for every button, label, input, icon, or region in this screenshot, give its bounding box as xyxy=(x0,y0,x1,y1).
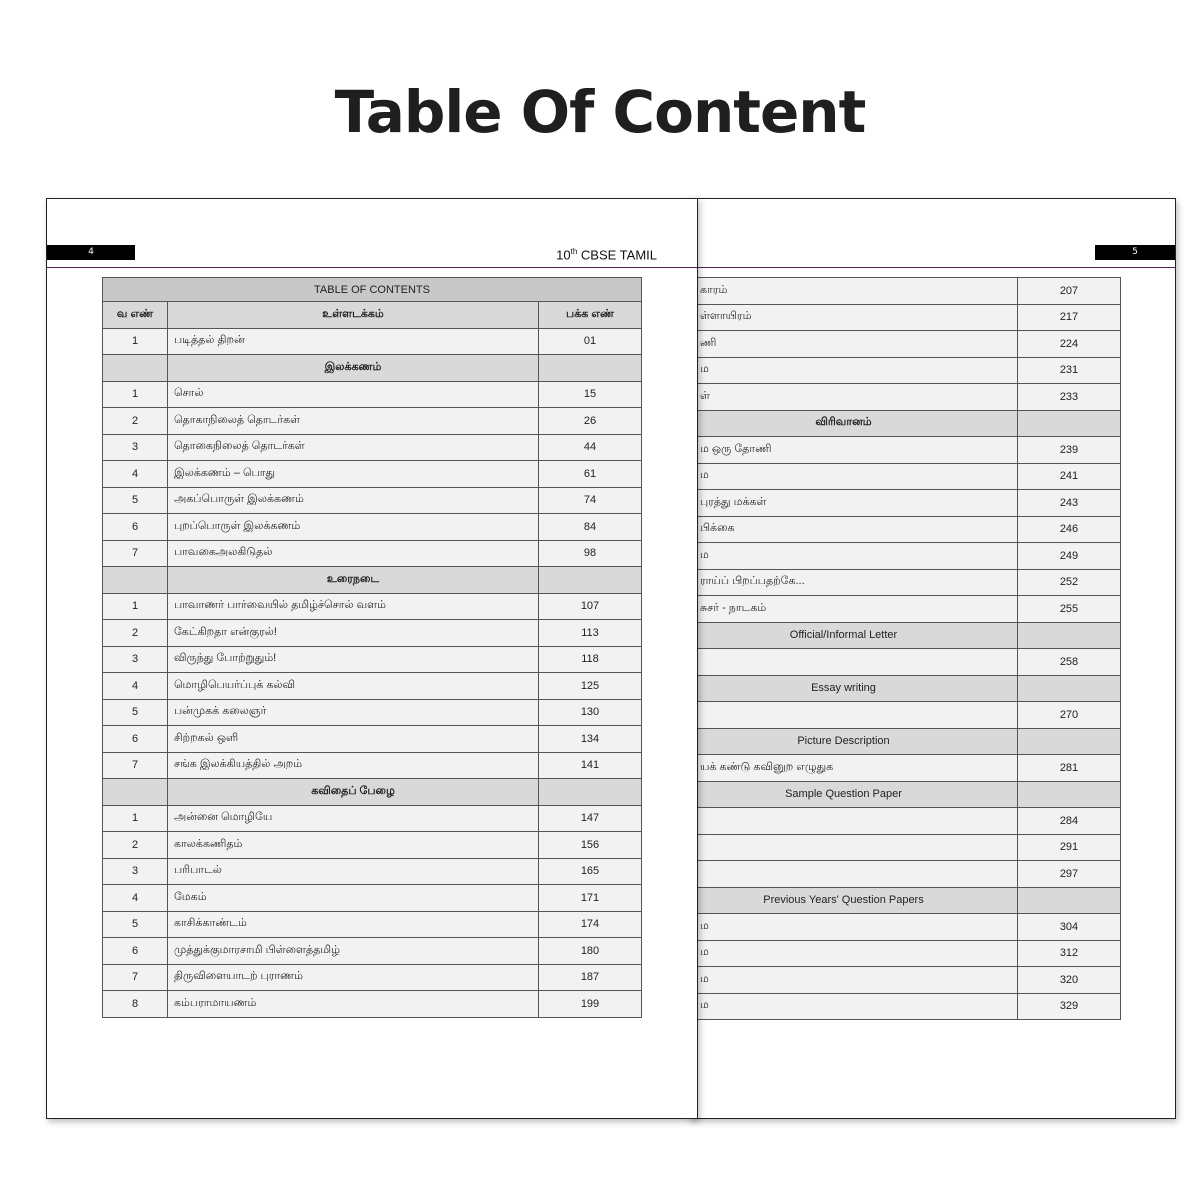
toc-row xyxy=(103,805,642,832)
toc-item-number: 5 xyxy=(103,699,168,726)
toc-item-title: தொகைநிலைத் தொடர்கள் xyxy=(168,434,539,461)
toc-item-title: கேட்கிறதா என்குரல்! xyxy=(168,620,539,647)
toc-item-title: பிக்கை xyxy=(688,516,1018,543)
toc-item-page: 147 xyxy=(539,805,642,832)
toc-row xyxy=(688,543,1121,570)
toc-item-page: 249 xyxy=(1018,543,1121,570)
toc-item-page: 243 xyxy=(1018,490,1121,517)
header-rule xyxy=(47,267,697,268)
toc-item-title: சுசர் - நாடகம் xyxy=(688,596,1018,623)
toc-item-title: ம xyxy=(688,967,1018,994)
toc-row xyxy=(103,434,642,461)
toc-item-page: 199 xyxy=(539,991,642,1018)
toc-item-title: மொழிபெயர்ப்புக் கல்வி xyxy=(168,673,539,700)
toc-section-title: கவிதைப் பேழை xyxy=(168,779,539,806)
toc-table xyxy=(102,277,642,1018)
toc-item-page: 130 xyxy=(539,699,642,726)
toc-item-page: 224 xyxy=(1018,331,1121,358)
toc-row xyxy=(688,808,1121,835)
toc-row xyxy=(103,832,642,859)
toc-item-title xyxy=(688,861,1018,888)
toc-section-title: Picture Description xyxy=(688,728,1018,755)
toc-row xyxy=(688,384,1121,411)
toc-item-page: 207 xyxy=(1018,278,1121,305)
toc-item-title: பன்முகக் கலைஞர் xyxy=(168,699,539,726)
toc-cell-empty xyxy=(103,779,168,806)
toc-item-page: 312 xyxy=(1018,940,1121,967)
toc-item-title: முத்துக்குமாரசாமி பிள்ளைத்தமிழ் xyxy=(168,938,539,965)
toc-item-number: 1 xyxy=(103,328,168,355)
toc-cell-empty xyxy=(1018,887,1121,914)
toc-item-number: 4 xyxy=(103,885,168,912)
toc-cell-empty xyxy=(1018,728,1121,755)
toc-row xyxy=(103,381,642,408)
page-heading: Table Of Content xyxy=(334,78,866,146)
toc-row xyxy=(688,967,1121,994)
toc-item-page: 61 xyxy=(539,461,642,488)
toc-row xyxy=(688,940,1121,967)
toc-row xyxy=(103,540,642,567)
toc-section-title: இலக்கணம் xyxy=(168,355,539,382)
toc-item-title: பரிபாடல் xyxy=(168,858,539,885)
toc-item-title: இலக்கணம் – பொது xyxy=(168,461,539,488)
toc-item-number: 6 xyxy=(103,514,168,541)
toc-cell-empty xyxy=(1018,622,1121,649)
toc-item-title: ராய்ப் பிறப்பதற்கே... xyxy=(688,569,1018,596)
toc-row xyxy=(103,858,642,885)
toc-item-title: விருந்து போற்றுதும்! xyxy=(168,646,539,673)
page-number-badge: 5 xyxy=(1095,245,1175,260)
toc-item-number: 6 xyxy=(103,726,168,753)
toc-row xyxy=(688,861,1121,888)
toc-section-title: Official/Informal Letter xyxy=(688,622,1018,649)
toc-item-title xyxy=(688,808,1018,835)
toc-item-page: 174 xyxy=(539,911,642,938)
toc-item-page: 231 xyxy=(1018,357,1121,384)
toc-section-title: விரிவானம் xyxy=(688,410,1018,437)
toc-item-number: 1 xyxy=(103,381,168,408)
toc-item-page: 291 xyxy=(1018,834,1121,861)
toc-item-title: அன்னை மொழியே xyxy=(168,805,539,832)
toc-item-title: ம xyxy=(688,357,1018,384)
toc-item-title: ள் xyxy=(688,384,1018,411)
toc-item-title: படித்தல் திறன் xyxy=(168,328,539,355)
toc-row xyxy=(103,514,642,541)
toc-item-title: சிற்றகல் ஒளி xyxy=(168,726,539,753)
toc-item-page: 141 xyxy=(539,752,642,779)
toc-item-page: 180 xyxy=(539,938,642,965)
toc-item-number: 2 xyxy=(103,832,168,859)
toc-row xyxy=(688,993,1121,1020)
header-grade-suffix: th xyxy=(570,247,578,256)
col-header-page: பக்க எண் xyxy=(539,302,642,329)
toc-item-page: 304 xyxy=(1018,914,1121,941)
toc-row xyxy=(103,911,642,938)
toc-item-title: அகப்பொருள் இலக்கணம் xyxy=(168,487,539,514)
toc-cell-empty xyxy=(1018,410,1121,437)
toc-section-row xyxy=(688,728,1121,755)
toc-row xyxy=(688,649,1121,676)
toc-row xyxy=(688,490,1121,517)
toc-item-title: யக் கண்டு கவினுற எழுதுக xyxy=(688,755,1018,782)
toc-item-page: 113 xyxy=(539,620,642,647)
toc-row xyxy=(103,646,642,673)
toc-row xyxy=(688,437,1121,464)
toc-item-title: காசிக்காண்டம் xyxy=(168,911,539,938)
toc-row xyxy=(103,620,642,647)
toc-item-page: 118 xyxy=(539,646,642,673)
toc-cell-empty xyxy=(103,567,168,594)
toc-item-number: 4 xyxy=(103,461,168,488)
toc-row xyxy=(103,991,642,1018)
toc-cell-empty xyxy=(539,779,642,806)
toc-item-title: காரம் xyxy=(688,278,1018,305)
toc-item-page: 284 xyxy=(1018,808,1121,835)
book-page-right xyxy=(688,198,1176,1119)
running-header xyxy=(556,247,657,262)
col-header-title: உள்ளடக்கம் xyxy=(168,302,539,329)
toc-item-title: பாவகைஅலகிடுதல் xyxy=(168,540,539,567)
book-page-left xyxy=(46,198,698,1119)
toc-item-page: 329 xyxy=(1018,993,1121,1020)
toc-item-page: 320 xyxy=(1018,967,1121,994)
toc-item-page: 15 xyxy=(539,381,642,408)
toc-item-title: திருவிளையாடற் புராணம் xyxy=(168,964,539,991)
toc-row xyxy=(688,304,1121,331)
toc-row xyxy=(688,569,1121,596)
toc-row xyxy=(688,702,1121,729)
toc-item-page: 241 xyxy=(1018,463,1121,490)
toc-row xyxy=(103,593,642,620)
toc-section-row xyxy=(688,781,1121,808)
toc-section-row xyxy=(103,567,642,594)
toc-row xyxy=(688,516,1121,543)
toc-item-title: ம ஒரு தோணி xyxy=(688,437,1018,464)
toc-item-title: ள்ளாயிரம் xyxy=(688,304,1018,331)
page-number-badge: 4 xyxy=(47,245,135,260)
toc-item-number: 3 xyxy=(103,646,168,673)
header-rule xyxy=(689,267,1175,268)
toc-item-page: 134 xyxy=(539,726,642,753)
toc-item-page: 281 xyxy=(1018,755,1121,782)
toc-row xyxy=(688,755,1121,782)
col-header-no: வ எண் xyxy=(103,302,168,329)
toc-item-title: கம்பராமாயணம் xyxy=(168,991,539,1018)
toc-item-page: 107 xyxy=(539,593,642,620)
toc-section-row xyxy=(688,410,1121,437)
toc-section-title: Previous Years' Question Papers xyxy=(688,887,1018,914)
toc-item-number: 7 xyxy=(103,752,168,779)
toc-table-continued xyxy=(688,277,1121,1020)
toc-item-title: ம xyxy=(688,993,1018,1020)
toc-item-title: ம xyxy=(688,914,1018,941)
toc-item-title: பாவாணர் பார்வையில் தமிழ்ச்சொல் வளம் xyxy=(168,593,539,620)
toc-section-row xyxy=(103,779,642,806)
toc-item-page: 233 xyxy=(1018,384,1121,411)
toc-item-page: 171 xyxy=(539,885,642,912)
toc-row xyxy=(103,938,642,965)
toc-item-title: சொல் xyxy=(168,381,539,408)
toc-item-page: 26 xyxy=(539,408,642,435)
toc-item-number: 1 xyxy=(103,593,168,620)
toc-item-number: 2 xyxy=(103,408,168,435)
toc-item-page: 258 xyxy=(1018,649,1121,676)
toc-item-title: சங்க இலக்கியத்தில் அறம் xyxy=(168,752,539,779)
toc-section-row xyxy=(688,622,1121,649)
toc-item-page: 270 xyxy=(1018,702,1121,729)
toc-section-row xyxy=(103,355,642,382)
toc-row xyxy=(103,487,642,514)
toc-row xyxy=(688,834,1121,861)
toc-row xyxy=(103,408,642,435)
toc-item-title: தொகாநிலைத் தொடர்கள் xyxy=(168,408,539,435)
toc-item-page: 44 xyxy=(539,434,642,461)
toc-section-row xyxy=(688,675,1121,702)
toc-item-page: 98 xyxy=(539,540,642,567)
toc-item-number: 3 xyxy=(103,434,168,461)
toc-item-page: 217 xyxy=(1018,304,1121,331)
toc-item-number: 1 xyxy=(103,805,168,832)
toc-title-row xyxy=(103,278,642,302)
toc-cell-empty xyxy=(1018,781,1121,808)
toc-row xyxy=(688,914,1121,941)
toc-title: TABLE OF CONTENTS xyxy=(103,278,642,302)
toc-cell-empty xyxy=(103,355,168,382)
toc-item-page: 239 xyxy=(1018,437,1121,464)
toc-row xyxy=(103,964,642,991)
toc-item-number: 6 xyxy=(103,938,168,965)
toc-item-number: 5 xyxy=(103,487,168,514)
toc-item-title: ம xyxy=(688,463,1018,490)
toc-row xyxy=(103,673,642,700)
toc-row xyxy=(103,885,642,912)
toc-cell-empty xyxy=(539,567,642,594)
toc-item-number: 7 xyxy=(103,964,168,991)
toc-item-page: 125 xyxy=(539,673,642,700)
toc-item-number: 8 xyxy=(103,991,168,1018)
toc-item-title: காலக்கணிதம் xyxy=(168,832,539,859)
toc-row xyxy=(103,699,642,726)
toc-row xyxy=(688,331,1121,358)
toc-item-page: 165 xyxy=(539,858,642,885)
toc-item-page: 01 xyxy=(539,328,642,355)
toc-item-page: 84 xyxy=(539,514,642,541)
toc-row xyxy=(688,357,1121,384)
toc-item-title: புரத்து மக்கள் xyxy=(688,490,1018,517)
toc-item-page: 156 xyxy=(539,832,642,859)
toc-item-title: ணி xyxy=(688,331,1018,358)
toc-row xyxy=(103,328,642,355)
toc-item-page: 187 xyxy=(539,964,642,991)
toc-item-page: 252 xyxy=(1018,569,1121,596)
toc-item-number: 5 xyxy=(103,911,168,938)
toc-item-number: 2 xyxy=(103,620,168,647)
toc-row xyxy=(688,463,1121,490)
toc-row xyxy=(688,596,1121,623)
header-subject: CBSE TAMIL xyxy=(580,247,657,263)
toc-section-row xyxy=(688,887,1121,914)
toc-item-title: ம xyxy=(688,940,1018,967)
toc-item-title xyxy=(688,702,1018,729)
toc-section-title: உரைநடை xyxy=(168,567,539,594)
toc-section-title: Sample Question Paper xyxy=(688,781,1018,808)
toc-item-page: 255 xyxy=(1018,596,1121,623)
toc-row xyxy=(103,461,642,488)
toc-section-title: Essay writing xyxy=(688,675,1018,702)
toc-item-number: 7 xyxy=(103,540,168,567)
toc-item-page: 297 xyxy=(1018,861,1121,888)
toc-cell-empty xyxy=(539,355,642,382)
toc-item-title xyxy=(688,834,1018,861)
toc-row xyxy=(103,726,642,753)
toc-item-number: 4 xyxy=(103,673,168,700)
toc-item-title: மேகம் xyxy=(168,885,539,912)
toc-cell-empty xyxy=(1018,675,1121,702)
toc-row xyxy=(103,752,642,779)
toc-row xyxy=(688,278,1121,305)
toc-header-row xyxy=(103,302,642,329)
toc-item-page: 246 xyxy=(1018,516,1121,543)
header-grade: 10 xyxy=(556,247,571,263)
toc-item-title: ம xyxy=(688,543,1018,570)
toc-item-title xyxy=(688,649,1018,676)
toc-item-page: 74 xyxy=(539,487,642,514)
toc-item-title: புறப்பொருள் இலக்கணம் xyxy=(168,514,539,541)
toc-item-number: 3 xyxy=(103,858,168,885)
